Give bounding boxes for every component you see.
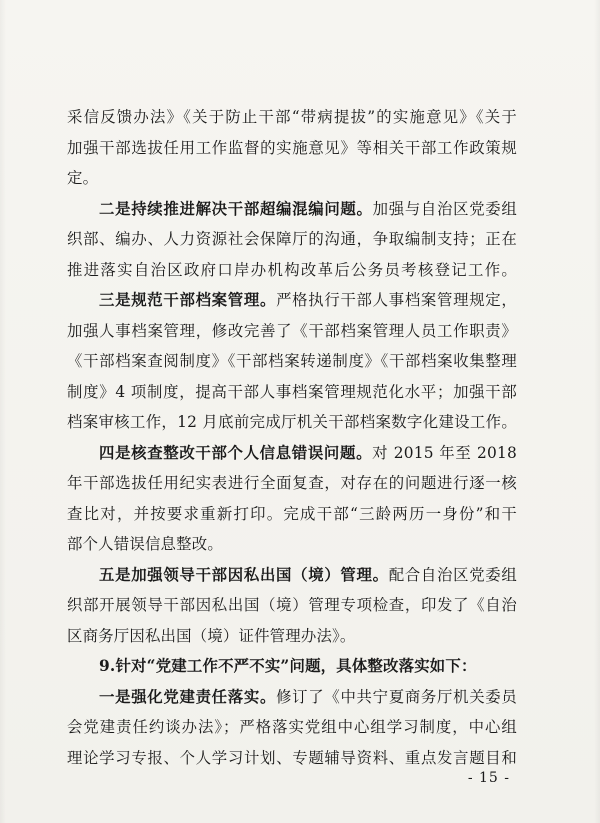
line-text: 部个人错误信息整改。 [67,535,223,553]
line-text: 制度》4 项制度，提高干部人事档案管理规范化水平；加强干部 [67,382,517,401]
line-text: 定。 [67,169,99,187]
bold-heading: 四是核查整改干部个人信息错误问题。 [99,443,373,462]
text-line [67,377,517,408]
bold-heading: 二是持续推进解决干部超编混编问题。 [99,199,373,218]
text-line [67,743,517,774]
text-line [67,285,517,316]
line-text: 织部开展领导干部因私出国（境）管理专项检查，印发了《自治 [67,596,517,614]
text-line [67,468,517,499]
text-line [67,529,517,560]
line-text: 档案审核工作，12 月底前完成厅机关干部档案数字化建设工作。 [67,413,517,431]
line-text: 加强与自治区党委组 [372,199,517,218]
text-line [67,316,517,347]
text-line [67,407,517,438]
text-line [67,438,517,469]
line-text: 严格执行干部人事档案管理规定， [276,291,517,309]
text-line [67,499,517,530]
bold-heading: 五是加强领导干部因私出国（境）管理。 [99,565,389,584]
line-text: 年干部选拔任用纪实表进行全面复查，对存在的问题进行逐一核 [67,474,517,492]
line-text: 对 2015 年至 2018 [372,443,517,462]
text-line [67,590,517,621]
line-text: 采信反馈办法》《关于防止干部“带病提拔”的实施意见》《关于 [67,108,517,126]
line-text: 加强人事档案管理，修改完善了《干部档案管理人员工作职责》 [67,321,517,340]
document-body [67,102,517,773]
line-text: 理论学习专报、个人学习计划、专题辅导资料、重点发言题目和 [67,748,517,767]
text-line [67,224,517,255]
text-line [67,346,517,377]
line-text: 织部、编办、人力资源社会保障厅的沟通，争取编制支持；正在 [67,230,517,248]
text-line [67,194,517,225]
text-line [67,255,517,286]
line-text: 查比对，并按要求重新打印。完成干部“三龄两历一身份”和干 [67,504,517,523]
text-line [67,651,517,682]
text-line [67,102,517,133]
bold-heading: 三是规范干部档案管理。 [99,291,277,309]
text-line [67,560,517,591]
line-text: 会党建责任约谈办法》；严格落实党组中心组学习制度，中心组 [67,718,517,736]
line-text: 《干部档案查阅制度》《干部档案转递制度》《干部档案收集整理 [67,352,517,370]
line-text: 推进落实自治区政府口岸办机构改革后公务员考核登记工作。 [67,260,517,279]
line-text: 加强干部选拔任用工作监督的实施意见》等相关干部工作政策规 [67,138,517,157]
bold-heading: 一是强化党建责任落实。 [99,687,277,706]
page-edge-left [0,0,6,823]
line-text: 修订了《中共宁夏商务厅机关委员 [276,687,517,706]
text-line [67,163,517,194]
text-line [67,682,517,713]
text-line [67,133,517,164]
text-line [67,621,517,652]
line-text: 区商务厅因私出国（境）证件管理办法》。 [67,626,356,645]
text-line [67,712,517,743]
page-edge-right [594,0,600,823]
line-text: 配合自治区党委组 [388,565,517,584]
page-number: - 15 - [467,770,510,786]
bold-heading: 9.针对“党建工作不严不实”问题，具体整改落实如下： [99,657,477,675]
